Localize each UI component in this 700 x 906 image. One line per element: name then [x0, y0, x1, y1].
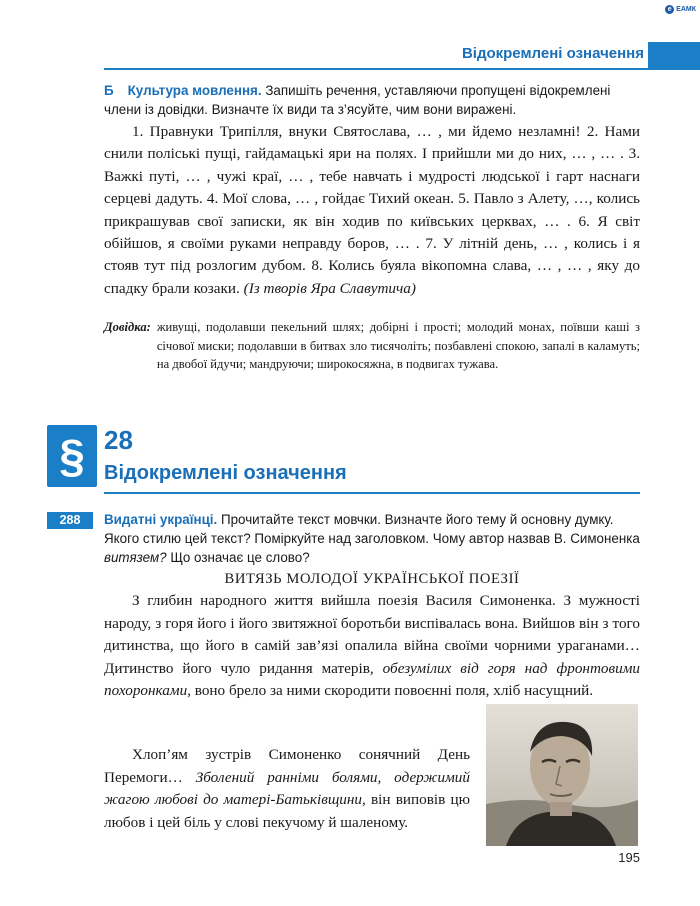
page-number: 195	[618, 850, 640, 865]
running-head	[104, 42, 700, 70]
logo-icon: e	[665, 5, 674, 14]
article-p1-end: воно брело за ними скородити повоєнні поля, хліб насущний.	[194, 682, 594, 700]
exercise-b-body: 1. Правнуки Трипілля, внуки Святослава, … , ми йдемо незламні! 2. Нами снили поліські пущі, гайдамацькі яри на полях. І прийшли ми до них, … , … . 3. Важкі путі, … , чужі краї, … , тебе навчать і мудрості людської і гарт наснаги серцеві дадуть. 4. Мої слова, … , гойдає Тихий океан. 5. Павло з Алету, …, колись прикрашував свої записки, як він ходив по київських церквах, … . 6. Я світ обійшов, я своїми руками неправду боров, … . 7. У літній день, … , колись і я стояв тут під розлогим дубом. 8. Колись буяла вікопомна слава, … , … , яку до спадку брали козаки.	[104, 123, 640, 297]
exercise-288-instruction	[104, 510, 640, 568]
publisher-logo	[665, 2, 696, 16]
article-p1-italic: обезумілих від горя над фронтовими похоронками,	[104, 659, 640, 700]
exercise-b-text	[104, 121, 640, 300]
article-paragraph-2	[104, 744, 470, 834]
logo-text: ЕАМК	[676, 5, 696, 13]
article-p2-italic: Зболений ранніми болями, одержимий жагою любові до матері-Батьківщини,	[104, 768, 470, 809]
article-title: ВИТЯЗЬ МОЛОДОЇ УКРАЇНСЬКОЇ ПОЕЗІЇ	[224, 571, 520, 587]
exercise-288-italic: витязем?	[104, 550, 167, 566]
portrait-image	[486, 704, 638, 846]
running-head-title: Відокремлені означення	[461, 45, 644, 62]
article-p2-start: Хлоп’ям зустрів Симоненко сонячний День Перемоги…	[104, 746, 470, 786]
exercise-288-heading: Видатні українці.	[104, 512, 218, 527]
section-b-text: Запишіть речення, уставляючи пропущені відокремлені члени із довідки. Визначте їх види та з’ясуйте, чим вони виражені.	[104, 83, 611, 117]
section-number: 28	[104, 425, 133, 455]
article-body-2	[104, 744, 470, 834]
running-head-bar	[648, 42, 700, 68]
article-p1-text: З глибин народного життя вийшла поезія Василя Симоненка. З мужності народу, з горя його і його звитяжної боротьби виспівалась вона. Вийшов він з того дитинства, що його в самій зав’язі опалила війна своїми чорними ураганами… Дитинство його чуло ридання матерів,	[104, 592, 640, 677]
section-divider	[104, 492, 640, 494]
article-body	[104, 590, 640, 703]
section-b-letter: Б	[104, 83, 114, 98]
article-p2-end: він виповів цю любов і цей біль у слові пекучому й шаленому.	[104, 791, 470, 831]
section-symbol-icon: §	[47, 425, 97, 487]
dovidka-text: живущі, подолавши пекельний шлях; добірні і прості; молодий монах, поївши каші з січової миски; подолавши в битвах зло тисячоліть; позбавлені спокою, запалі в каламуть; на двобої йдучи; мандруючи; широкосяжна, в подвигах тужава.	[156, 320, 640, 372]
exercise-b-source: (Із творів Яра Славутича)	[243, 279, 416, 297]
section-b-heading: Культура мовлення.	[127, 83, 262, 98]
exercise-288-text-end: Що означає це слово?	[170, 550, 310, 566]
dovidka-label: Довідка:	[104, 320, 151, 334]
exercise-288-badge: 288	[47, 512, 93, 529]
section-b-instruction	[104, 81, 640, 119]
portrait-photo	[486, 704, 638, 846]
section-title: Відокремлені означення	[104, 462, 347, 484]
dovidka-box	[104, 318, 640, 374]
article-paragraph-1	[104, 590, 640, 703]
exercise-288-text: Прочитайте текст мовчки. Визначте його тему й основну думку. Якого стилю цей текст? Поміркуйте над заголовком. Чому автор назвав В. Симоненка	[104, 512, 640, 547]
